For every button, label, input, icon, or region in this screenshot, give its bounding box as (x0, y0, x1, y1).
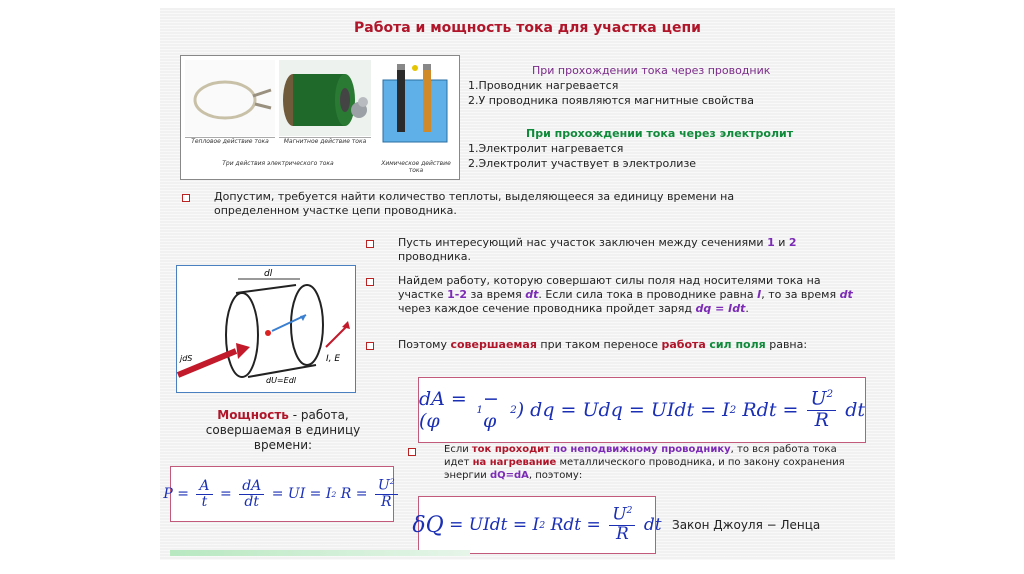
power-formula (163, 466, 395, 522)
fraction (807, 389, 836, 430)
text-fragment: Найдем работу, которую совершают силы поля над носителями тока на участке (398, 274, 821, 301)
text-fragment: равна: (765, 338, 808, 351)
conductor-diagram (176, 265, 356, 393)
dt-symbol: dt (839, 288, 853, 301)
dl-label: dl (264, 269, 273, 279)
formula-part: R (381, 493, 392, 510)
jds-label: jdS (180, 354, 193, 363)
power-definition (188, 408, 378, 453)
formula-part: Rdt = (545, 515, 607, 535)
work-formula (418, 377, 866, 443)
caption-magnetic: Магнитное действие тока (279, 137, 371, 145)
electrolysis-photo (375, 60, 455, 160)
formula-sub: 2 (510, 404, 517, 416)
highlight-word: сил поля (709, 338, 766, 351)
formula-part: − φ (482, 388, 499, 432)
heat-formula (412, 496, 662, 554)
text-fragment: , то вся работа тока идет (444, 444, 837, 468)
fraction (196, 479, 212, 509)
formula-sup: 2 (539, 519, 546, 531)
text-fragment: . (745, 302, 749, 315)
formula-part: dt (244, 493, 260, 510)
joule-lenz-law: Закон Джоуля − Ленца (672, 518, 821, 532)
highlight-word: совершаемая (450, 338, 537, 351)
charge-formula: dq = Idt (695, 302, 746, 315)
formula-part: U (612, 504, 627, 525)
formula-sup: 2 (331, 489, 337, 499)
text-fragment: через каждое сечение проводника пройдет заряд (398, 302, 696, 315)
highlight-word: dQ=dA (489, 470, 529, 481)
bullet-work (398, 274, 858, 316)
bullet-icon (366, 342, 374, 350)
du-label: dU=Edl (266, 376, 296, 385)
formula-part: R (615, 523, 629, 544)
formula-part: A (196, 479, 212, 495)
formula-part: = UIdt = I (443, 515, 540, 535)
bullet-icon (366, 278, 374, 286)
decorative-strip (170, 550, 470, 556)
text-fragment: металлического проводника, и по закону сохранения энергии (444, 457, 845, 481)
electrolyte-item-2: 2.Электролит участвует в электролизе (468, 157, 697, 170)
formula-part: U (377, 478, 390, 495)
electrolyte-heading: При прохождении тока через электролит (526, 127, 794, 140)
formula-part: t (201, 493, 208, 510)
photo-panel (180, 55, 460, 180)
slide-title: Работа и мощность тока для участка цепи (354, 20, 701, 36)
power-word: Мощность (217, 408, 289, 422)
formula-part: dA (239, 479, 264, 495)
formula-part: dA = (φ (419, 388, 467, 432)
text-fragment: за время (467, 288, 526, 301)
intro-paragraph: Допустим, требуется найти количество теплоты, выделяющееся за единицу времени на определенном участке цепи проводника. (214, 190, 735, 217)
text-fragment: Пусть интересующий нас участок заключен между сечениями (398, 236, 768, 249)
section-number-2: 2 (788, 236, 797, 249)
slide (160, 8, 895, 560)
current-symbol: I (757, 288, 762, 301)
text-fragment: - работа, совершаемая в единицу времени: (205, 408, 361, 452)
conductor-item-2: 2.У проводника появляются магнитные свойства (468, 94, 754, 107)
text-fragment: , поэтому: (528, 470, 583, 481)
caption-main: Три действия электрического тока (222, 160, 334, 167)
highlight-word: работа (661, 338, 706, 351)
ie-label: I, E (326, 354, 341, 364)
highlight-word: по неподвижному проводнику (553, 444, 731, 455)
bullet-sections (398, 236, 858, 264)
heating-wire-photo (185, 60, 275, 136)
text-fragment: проводника. (398, 250, 471, 263)
formula-part: U (810, 387, 827, 410)
text-fragment: при таком переносе (536, 338, 662, 351)
bullet-icon (408, 448, 416, 456)
bullet-heating (444, 443, 864, 482)
formula-part: R = (336, 486, 372, 502)
bullet-icon (182, 194, 190, 202)
formula-sup: 2 (729, 404, 737, 416)
fraction (375, 478, 398, 509)
formula-part: dt (839, 399, 865, 421)
fraction (609, 506, 635, 543)
formula-part: Rdt = (736, 399, 805, 421)
magnet-coil-photo (279, 60, 371, 136)
formula-part: δQ (412, 512, 444, 538)
caption-heat: Тепловое действие тока (185, 137, 275, 145)
segment-label: 1-2 (447, 288, 467, 301)
highlight-word: на нагревание (472, 457, 557, 468)
formula-sup: 2 (826, 388, 834, 401)
formula-sup: 2 (389, 477, 395, 487)
caption-chemical: Химическое действие тока (381, 160, 451, 174)
electrolyte-item-1: 1.Электролит нагревается (468, 142, 624, 155)
text-fragment: , то за время (761, 288, 840, 301)
formula-sub: 1 (476, 404, 483, 416)
formula-part: P = (163, 486, 194, 502)
formula-part: dt (638, 515, 662, 535)
formula-part: = UI = I (267, 486, 332, 502)
text-fragment: Поэтому (398, 338, 451, 351)
conductor-item-1: 1.Проводник нагревается (468, 79, 619, 92)
formula-part: = (215, 486, 237, 502)
text-fragment: . Если сила тока в проводнике равна (538, 288, 758, 301)
dt-symbol: dt (525, 288, 539, 301)
text-fragment: Если (444, 444, 472, 455)
highlight-word: ток проходит (471, 444, 550, 455)
formula-part: R (814, 408, 829, 431)
formula-part: ) dq = Udq = UIdt = I (516, 399, 730, 421)
bullet-field-work (398, 338, 858, 352)
formula-sup: 2 (626, 505, 633, 517)
fraction (239, 479, 264, 509)
section-number-1: 1 (767, 236, 775, 249)
conductor-heading: При прохождении тока через проводник (532, 64, 771, 77)
text-fragment: и (774, 236, 789, 249)
bullet-icon (366, 240, 374, 248)
